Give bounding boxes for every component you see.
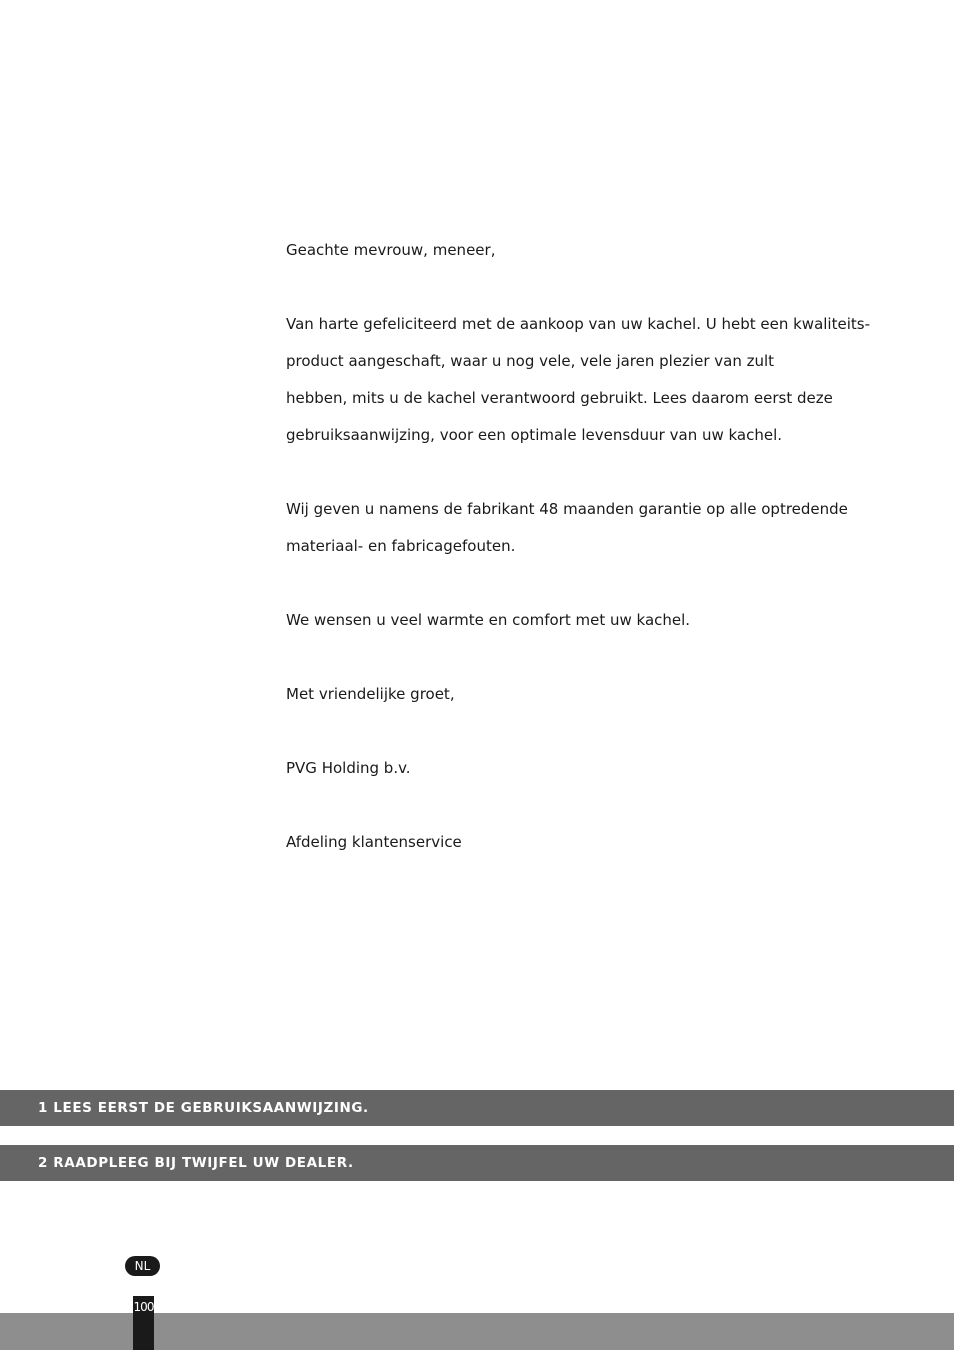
paragraph-2-line-2: materiaal- en fabricagefouten. — [286, 537, 516, 555]
paragraph-spacer — [286, 454, 886, 491]
paragraph-spacer — [286, 787, 886, 824]
company-name: PVG Holding b.v. — [286, 759, 411, 777]
greeting: Geachte mevrouw, meneer, — [286, 241, 496, 259]
paragraph-spacer — [286, 713, 886, 750]
paragraph-1-line-2: product aangeschaft, waar u nog vele, vele jaren plezier van zult — [286, 352, 775, 370]
paragraph-spacer — [286, 565, 886, 602]
instruction-banner-1: 1 LEES EERST DE GEBRUIKSAANWIJZING. — [0, 1090, 954, 1126]
paragraph-1-line-3: hebben, mits u de kachel verantwoord gebruikt. Lees daarom eerst deze — [286, 389, 833, 407]
paragraph-1-line-4: gebruiksaanwijzing, voor een optimale levensduur van uw kachel. — [286, 426, 783, 444]
instruction-banner-2: 2 RAADPLEEG BIJ TWIJFEL UW DEALER. — [0, 1145, 954, 1181]
closing: Met vriendelijke groet, — [286, 685, 455, 703]
language-badge: NL — [125, 1256, 160, 1276]
paragraph-1-line-1: Van harte gefeliciteerd met de aankoop van uw kachel. U hebt een kwaliteits- — [286, 315, 870, 333]
paragraph-2-line-1: Wij geven u namens de fabrikant 48 maanden garantie op alle optredende — [286, 500, 848, 518]
department-name: Afdeling klantenservice — [286, 833, 462, 851]
paragraph-spacer — [286, 269, 886, 306]
paragraph-spacer — [286, 639, 886, 676]
paragraph-3: We wensen u veel warmte en comfort met uw kachel. — [286, 611, 691, 629]
page-number: 100 — [133, 1300, 154, 1314]
letter-body — [286, 232, 886, 861]
